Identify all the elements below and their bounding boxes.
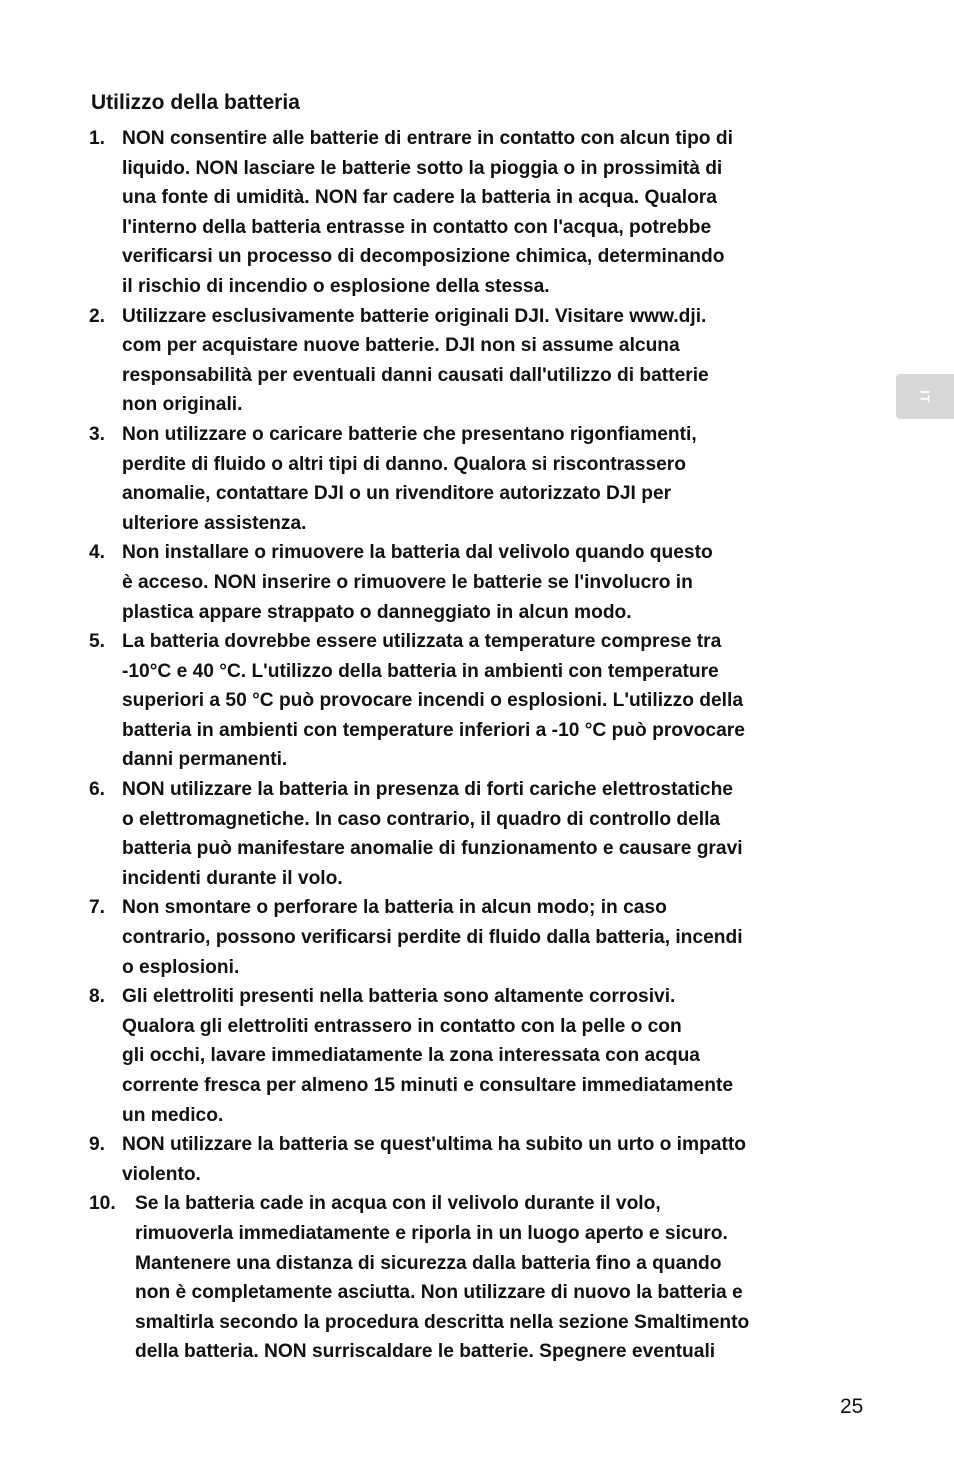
text-line: Non smontare o perforare la batteria in alcun modo; in caso [122, 897, 667, 919]
text-line: il rischio di incendio o esplosione della stessa. [122, 275, 550, 297]
text-line: della batteria. NON surriscaldare le batterie. Spegnere eventuali [135, 1341, 716, 1363]
text-line: Non utilizzare o caricare batterie che presentano rigonfiamenti, [122, 423, 697, 445]
list-item [89, 893, 879, 982]
list-item-number: 6. [89, 779, 106, 801]
list-item [89, 124, 879, 302]
list-item-number: 5. [89, 631, 106, 653]
list-item-text [122, 420, 879, 538]
text-line: o elettromagnetiche. In caso contrario, il quadro di controllo della [122, 808, 721, 830]
language-side-tab [896, 374, 954, 419]
text-line: NON utilizzare la batteria in presenza di forti cariche elettrostatiche [122, 779, 733, 801]
text-line: danni permanenti. [122, 749, 288, 771]
list-item-number: 9. [89, 1134, 106, 1156]
text-line: superiori a 50 °C può provocare incendi o esplosioni. L'utilizzo della [122, 690, 744, 712]
text-line: non originali. [122, 394, 243, 416]
text-line: Qualora gli elettroliti entrassero in contatto con la pelle o con [122, 1015, 682, 1037]
list-item-number: 7. [89, 897, 106, 919]
text-line: rimuoverla immediatamente e riporla in un luogo aperto e sicuro. [135, 1222, 728, 1244]
text-line: La batteria dovrebbe essere utilizzata a temperature comprese tra [122, 631, 722, 653]
text-line: gli occhi, lavare immediatamente la zona interessata con acqua [122, 1045, 700, 1067]
list-item [89, 982, 879, 1130]
text-line: violento. [122, 1163, 201, 1185]
list-item-text [122, 982, 879, 1130]
list-item-number: 10. [89, 1193, 116, 1215]
list-item-text [122, 893, 879, 982]
list-item-text [122, 1130, 879, 1189]
text-line: verificarsi un processo di decomposizione chimica, determinando [122, 246, 725, 268]
language-tab-label: IT [917, 389, 933, 404]
list-item [89, 775, 879, 893]
list-item [89, 302, 879, 420]
battery-usage-list [89, 124, 879, 1367]
text-line: Mantenere una distanza di sicurezza dalla batteria fino a quando [135, 1252, 722, 1274]
list-item-text [122, 124, 879, 302]
list-item-number: 2. [89, 305, 106, 327]
list-item [89, 1130, 879, 1189]
text-line: anomalie, contattare DJI o un rivenditore autorizzato DJI per [122, 483, 672, 505]
text-line: una fonte di umidità. NON far cadere la batteria in acqua. Qualora [122, 187, 717, 209]
text-line: NON utilizzare la batteria se quest'ultima ha subito un urto o impatto [122, 1134, 746, 1156]
text-line: Utilizzare esclusivamente batterie originali DJI. Visitare www.dji. [122, 305, 707, 327]
list-item [89, 538, 879, 627]
list-item-number: 3. [89, 423, 106, 445]
list-item-text [122, 627, 879, 775]
text-line: batteria in ambienti con temperature inferiori a -10 °C può provocare [122, 719, 745, 741]
list-item-text [122, 302, 879, 420]
list-item-text [122, 775, 879, 893]
text-line: responsabilità per eventuali danni causati dall'utilizzo di batterie [122, 364, 709, 386]
text-line: contrario, possono verificarsi perdite di fluido dalla batteria, incendi [122, 927, 743, 949]
text-line: corrente fresca per almeno 15 minuti e consultare immediatamente [122, 1075, 734, 1096]
text-line: ulteriore assistenza. [122, 512, 307, 534]
text-line: Se la batteria cade in acqua con il velivolo durante il volo, [135, 1193, 661, 1215]
text-line: o esplosioni. [122, 956, 240, 978]
text-line: Gli elettroliti presenti nella batteria sono altamente corrosivi. [122, 986, 676, 1008]
text-line: l'interno della batteria entrasse in contatto con l'acqua, potrebbe [122, 216, 712, 238]
text-line: incidenti durante il volo. [122, 867, 343, 889]
text-line: Non installare o rimuovere la batteria dal velivolo quando questo [122, 542, 713, 564]
list-item-text [135, 1189, 879, 1367]
text-line: liquido. NON lasciare le batterie sotto la pioggia o in prossimità di [122, 157, 723, 179]
text-line: NON consentire alle batterie di entrare in contatto con alcun tipo di [122, 128, 733, 149]
list-item-number: 4. [89, 542, 106, 564]
list-item [89, 1189, 879, 1367]
text-line: com per acquistare nuove batterie. DJI non si assume alcuna [122, 335, 680, 357]
text-line: perdite di fluido o altri tipi di danno. Qualora si riscontrassero [122, 453, 686, 475]
list-item-text [122, 538, 879, 627]
text-line: è acceso. NON inserire o rimuovere le batterie se l'involucro in [122, 571, 693, 593]
list-item-number: 1. [89, 128, 106, 149]
text-line: plastica appare strappato o danneggiato in alcun modo. [122, 601, 632, 623]
text-line: -10°C e 40 °C. L'utilizzo della batteria in ambienti con temperature [122, 660, 719, 682]
text-line: non è completamente asciutta. Non utilizzare di nuovo la batteria e [135, 1282, 743, 1304]
text-line: un medico. [122, 1104, 224, 1126]
list-item [89, 420, 879, 538]
section-title: Utilizzo della batteria [91, 91, 300, 114]
list-item-number: 8. [89, 986, 106, 1008]
text-line: smaltirla secondo la procedura descritta nella sezione Smaltimento [135, 1311, 750, 1333]
list-item [89, 627, 879, 775]
page-number: 25 [840, 1395, 864, 1418]
text-line: batteria può manifestare anomalie di funzionamento e causare gravi [122, 838, 743, 860]
